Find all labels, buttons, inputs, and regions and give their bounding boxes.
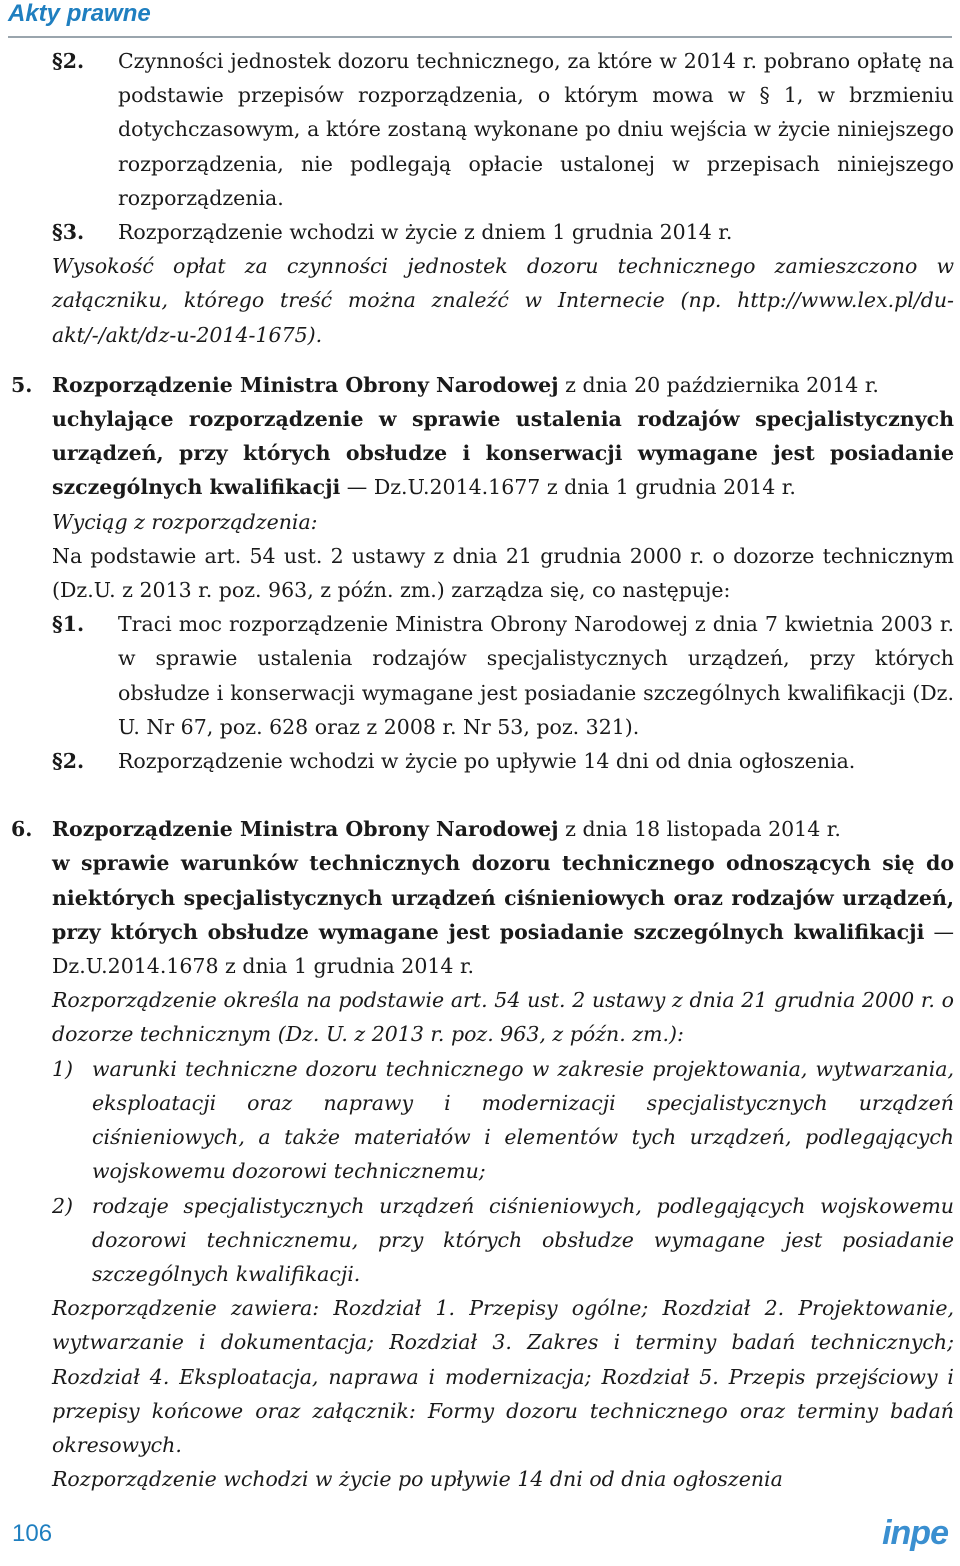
- item-5-paragraph-1: [52, 607, 954, 744]
- journal-reference: — Dz.U.2014.1677 z dnia 1 grudnia 2014 r.: [340, 475, 796, 500]
- regulation-subject: w sprawie warunków technicznych dozoru technicznego odnoszących się do niektórych specjalistycznych urządzeń ciśnieniowych oraz rodzajów urządzeń, przy których obsłudze wymagane jest posiadanie szczególnych kwalifikacji: [52, 851, 954, 944]
- regulation-date: z dnia 20 października 2014 r.: [558, 372, 879, 397]
- item-6-effective: Rozporządzenie wchodzi w życie po upływie 14 dni od dnia ogłoszenia: [52, 1467, 783, 1492]
- paragraph-text: Rozporządzenie wchodzi w życie z dniem 1 grudnia 2014 r.: [118, 220, 733, 245]
- page-number: 106: [12, 1520, 53, 1547]
- item-number: 6.: [11, 817, 33, 842]
- header-divider: [8, 36, 952, 38]
- item-6-intro: Rozporządzenie określa na podstawie art. 54 ust. 2 ustawy z dnia 21 grudnia 2000 r. o dozorze technicznym (Dz. U. z 2013 r. poz. 963, z późn. zm.):: [52, 988, 954, 1047]
- list-text: rodzaje specjalistycznych urządzeń ciśnieniowych, podlegających wojskowemu dozorowi technicznemu, przy których obsłudze wymagane jest posiadanie szczególnych kwalifikacji.: [92, 1193, 954, 1286]
- item-5-paragraph-2: [52, 744, 954, 778]
- paragraph-number: §2.: [52, 749, 85, 774]
- publisher-logo: inpe: [882, 1514, 948, 1552]
- item-5-header: [11, 368, 954, 402]
- paragraph-text: Traci moc rozporządzenie Ministra Obrony Narodowej z dnia 7 kwietnia 2003 r. w sprawie ustalenia rodzajów specjalistycznych urządzeń, przy których obsłudze i konserwacji wymagane jest posiadanie szczególnych kwalifikacji (Dz. U. Nr 67, poz. 628 oraz z 2008 r. Nr 53, poz. 321).: [118, 612, 954, 739]
- excerpt-label: Wyciąg z rozporządzenia:: [52, 509, 318, 534]
- regulation-title: Rozporządzenie Ministra Obrony Narodowej: [52, 817, 559, 842]
- paragraph-number: §1.: [52, 612, 85, 637]
- paragraph-text: Rozporządzenie wchodzi w życie po upływie 14 dni od dnia ogłoszenia.: [118, 749, 856, 774]
- regulation-date: z dnia 18 listopada 2014 r.: [558, 817, 841, 842]
- list-item: [52, 1189, 954, 1292]
- page-header-title: Akty prawne: [8, 0, 151, 27]
- legal-basis: Na podstawie art. 54 ust. 2 ustawy z dnia 21 grudnia 2000 r. o dozorze technicznym (Dz.U. z 2013 r. poz. 963, z późn. zm.) zarządza się, co następuje:: [52, 543, 954, 603]
- item-6-header: [11, 812, 954, 846]
- list-item: [52, 1052, 954, 1189]
- item-6-contents: Rozporządzenie zawiera: Rozdział 1. Przepisy ogólne; Rozdział 2. Projektowanie, wytwarzanie i dokumentacja; Rozdział 3. Zakres i terminy badań technicznych; Rozdział 4. Eksploatacja, naprawa i modernizacja; Rozdział 5. Przepis przejściowy i przepisy końcowe oraz załącznik: Formy dozoru technicznego oraz terminy badań okresowych.: [52, 1296, 954, 1457]
- paragraph-number: §2.: [52, 49, 85, 73]
- journal-reference: — Dz.U.2014.1678 z dnia 1 grudnia 2014 r.: [52, 919, 954, 979]
- paragraph-text: Czynności jednostek dozoru technicznego, za które w 2014 r. pobrano opłatę na podstawie przepisów rozporządzenia, o którym mowa w § 1, w brzmieniu dotychczasowym, a które zostaną wykonane po dniu wejścia w życie niniejszego rozporządzenia, nie podlegają opłacie ustalonej w przepisach niniejszego rozporządzenia.: [118, 49, 954, 210]
- paragraph-number: §3.: [52, 220, 85, 245]
- fees-note: Wysokość opłat za czynności jednostek dozoru technicznego zamieszczono w załączniku, którego treść można znaleźć w Internecie (np. http://www.lex.pl/du-akt/-/akt/dz-u-2014-1675).: [52, 254, 954, 347]
- paragraph-2: [52, 44, 954, 215]
- regulation-subject: uchylające rozporządzenie w sprawie ustalenia rodzajów specjalistycznych urządzeń, przy których obsłudze i konserwacji wymagane jest posiadanie szczególnych kwalifikacji: [52, 407, 954, 500]
- paragraph-3: [52, 215, 954, 249]
- list-number: 1): [52, 1056, 74, 1081]
- document-body: [11, 44, 954, 1496]
- regulation-title: Rozporządzenie Ministra Obrony Narodowej: [52, 372, 559, 397]
- item-6-subject: [52, 846, 954, 983]
- item-number: 5.: [11, 372, 33, 397]
- list-text: warunki techniczne dozoru technicznego w zakresie projektowania, wytwarzania, eksploatacji oraz naprawy i modernizacji specjalistycznych urządzeń ciśnieniowych, a także materiałów i elementów tych urządzeń, podlegających wojskowemu dozorowi technicznemu;: [92, 1056, 954, 1184]
- item-5-subject: [52, 402, 954, 505]
- list-number: 2): [52, 1193, 74, 1218]
